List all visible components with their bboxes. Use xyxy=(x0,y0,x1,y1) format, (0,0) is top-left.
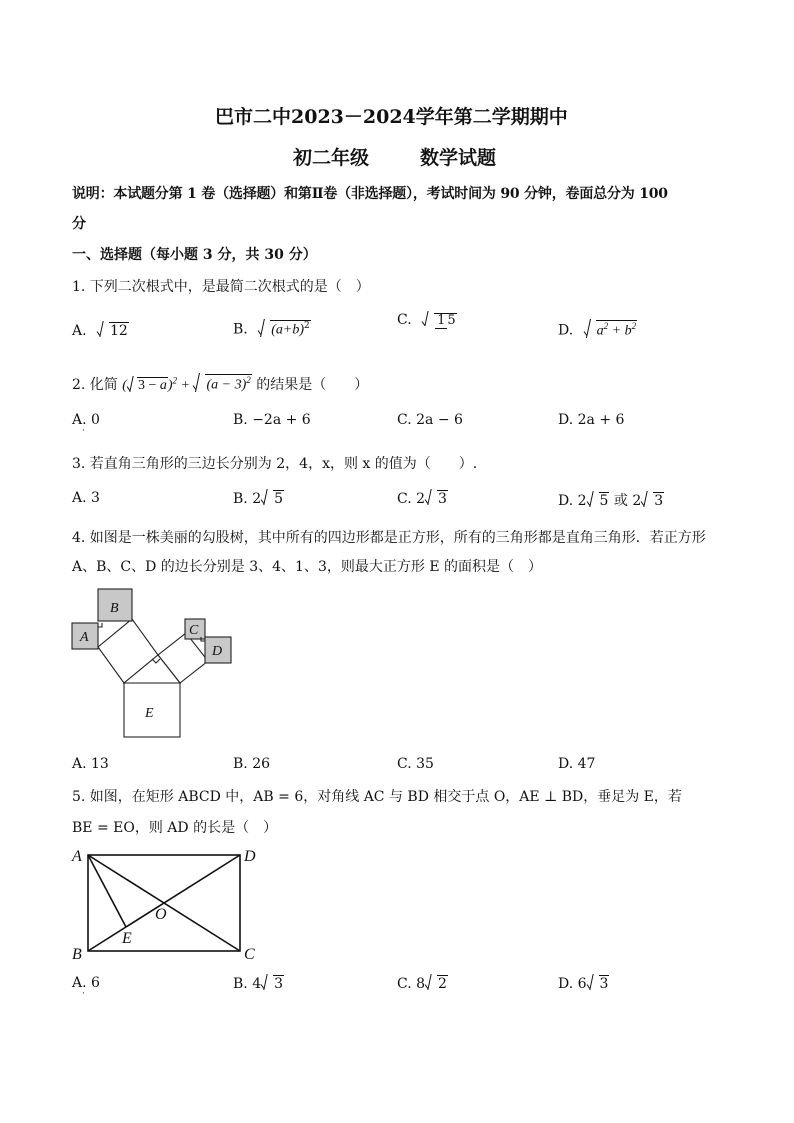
pythagoras-tree-figure xyxy=(68,585,238,741)
rectangle-abcd-figure xyxy=(68,843,268,965)
q1-option-d: D. $a^2 + b^2$ xyxy=(558,321,637,339)
q5-option-d: D. 6 3 xyxy=(558,976,609,992)
question-4-stem-line1: 4. 如图是一株美丽的勾股树，其中所有的四边形都是正方形，所有的三角形都是直角三角形．若正方形 xyxy=(72,530,706,546)
question-2-stem: 2. 化简 ( $3 - a)^2 + (a - 3)^2$ 的结果是（ ） xyxy=(72,375,369,393)
q3-option-a: A. 3 xyxy=(72,490,100,506)
q1-option-c: C. 1 5 xyxy=(397,312,456,328)
q1-option-a: A. 12 xyxy=(72,323,128,339)
label-e: E xyxy=(122,930,132,947)
q5-option-a: A. 6 xyxy=(72,975,100,991)
question-4-stem-line2: A、B、C、D 的边长分别是 3、4、1、3，则最大正方形 E 的面积是（ ） xyxy=(72,559,542,575)
q5-option-c: C. 8 2 xyxy=(397,976,447,992)
label-c: C xyxy=(244,946,255,963)
question-1-stem: 1. 下列二次根式中，是最简二次根式的是（ ） xyxy=(72,279,370,295)
section-heading: 一、选择题（每小题 3 分，共 30 分） xyxy=(72,247,317,263)
label-c: C xyxy=(189,623,199,638)
label-d: D xyxy=(212,644,223,659)
exam-note-line2: 分 xyxy=(72,216,86,232)
question-5-stem-line2: BE = EO，则 AD 的长是（ ） xyxy=(72,820,278,836)
label-d: D xyxy=(244,848,256,865)
q3-option-b: B. 2 5 xyxy=(233,491,284,507)
label-b: B xyxy=(110,601,119,616)
question-3-stem: 3. 若直角三角形的三边长分别为 2，4，x，则 x 的值为（ ）. xyxy=(72,456,478,472)
subtitle-subject: 数学试题 xyxy=(420,147,497,169)
subtitle-grade: 初二年级 xyxy=(293,147,370,169)
q5-option-b: B. 4 3 xyxy=(233,976,284,992)
q2-option-d: D. 2a + 6 xyxy=(558,412,625,428)
q3-option-d: D. 2 5 或 2 3 xyxy=(558,493,664,509)
page-title: 巴市二中2023－2024学年第二学期期中 xyxy=(215,106,568,128)
label-a: A xyxy=(80,630,89,645)
label-o: O xyxy=(155,906,167,923)
label-a: A xyxy=(72,848,82,865)
q1-option-b: B. $(a+b)^2$ xyxy=(233,321,310,338)
q4-option-a: A. 13 xyxy=(72,756,109,772)
q2-option-a: A. 0 xyxy=(72,412,100,428)
exam-note-line1: 说明：本试题分第 1 卷（选择题）和第Ⅱ卷（非选择题），考试时间为 90 分钟，卷面总分为 100 xyxy=(72,186,668,202)
q4-option-c: C. 35 xyxy=(397,756,434,772)
label-e: E xyxy=(145,706,154,721)
q4-option-d: D. 47 xyxy=(558,756,596,772)
q2-option-c: C. 2a − 6 xyxy=(397,412,463,428)
q3-option-c: C. 2 3 xyxy=(397,491,447,507)
q4-option-b: B. 26 xyxy=(233,756,271,772)
label-b: B xyxy=(72,946,82,963)
question-5-stem-line1: 5. 如图，在矩形 ABCD 中，AB = 6，对角线 AC 与 BD 相交于点 O，AE ⊥ BD，垂足为 E，若 xyxy=(72,789,682,805)
q2-option-b: B. −2a + 6 xyxy=(233,412,311,428)
